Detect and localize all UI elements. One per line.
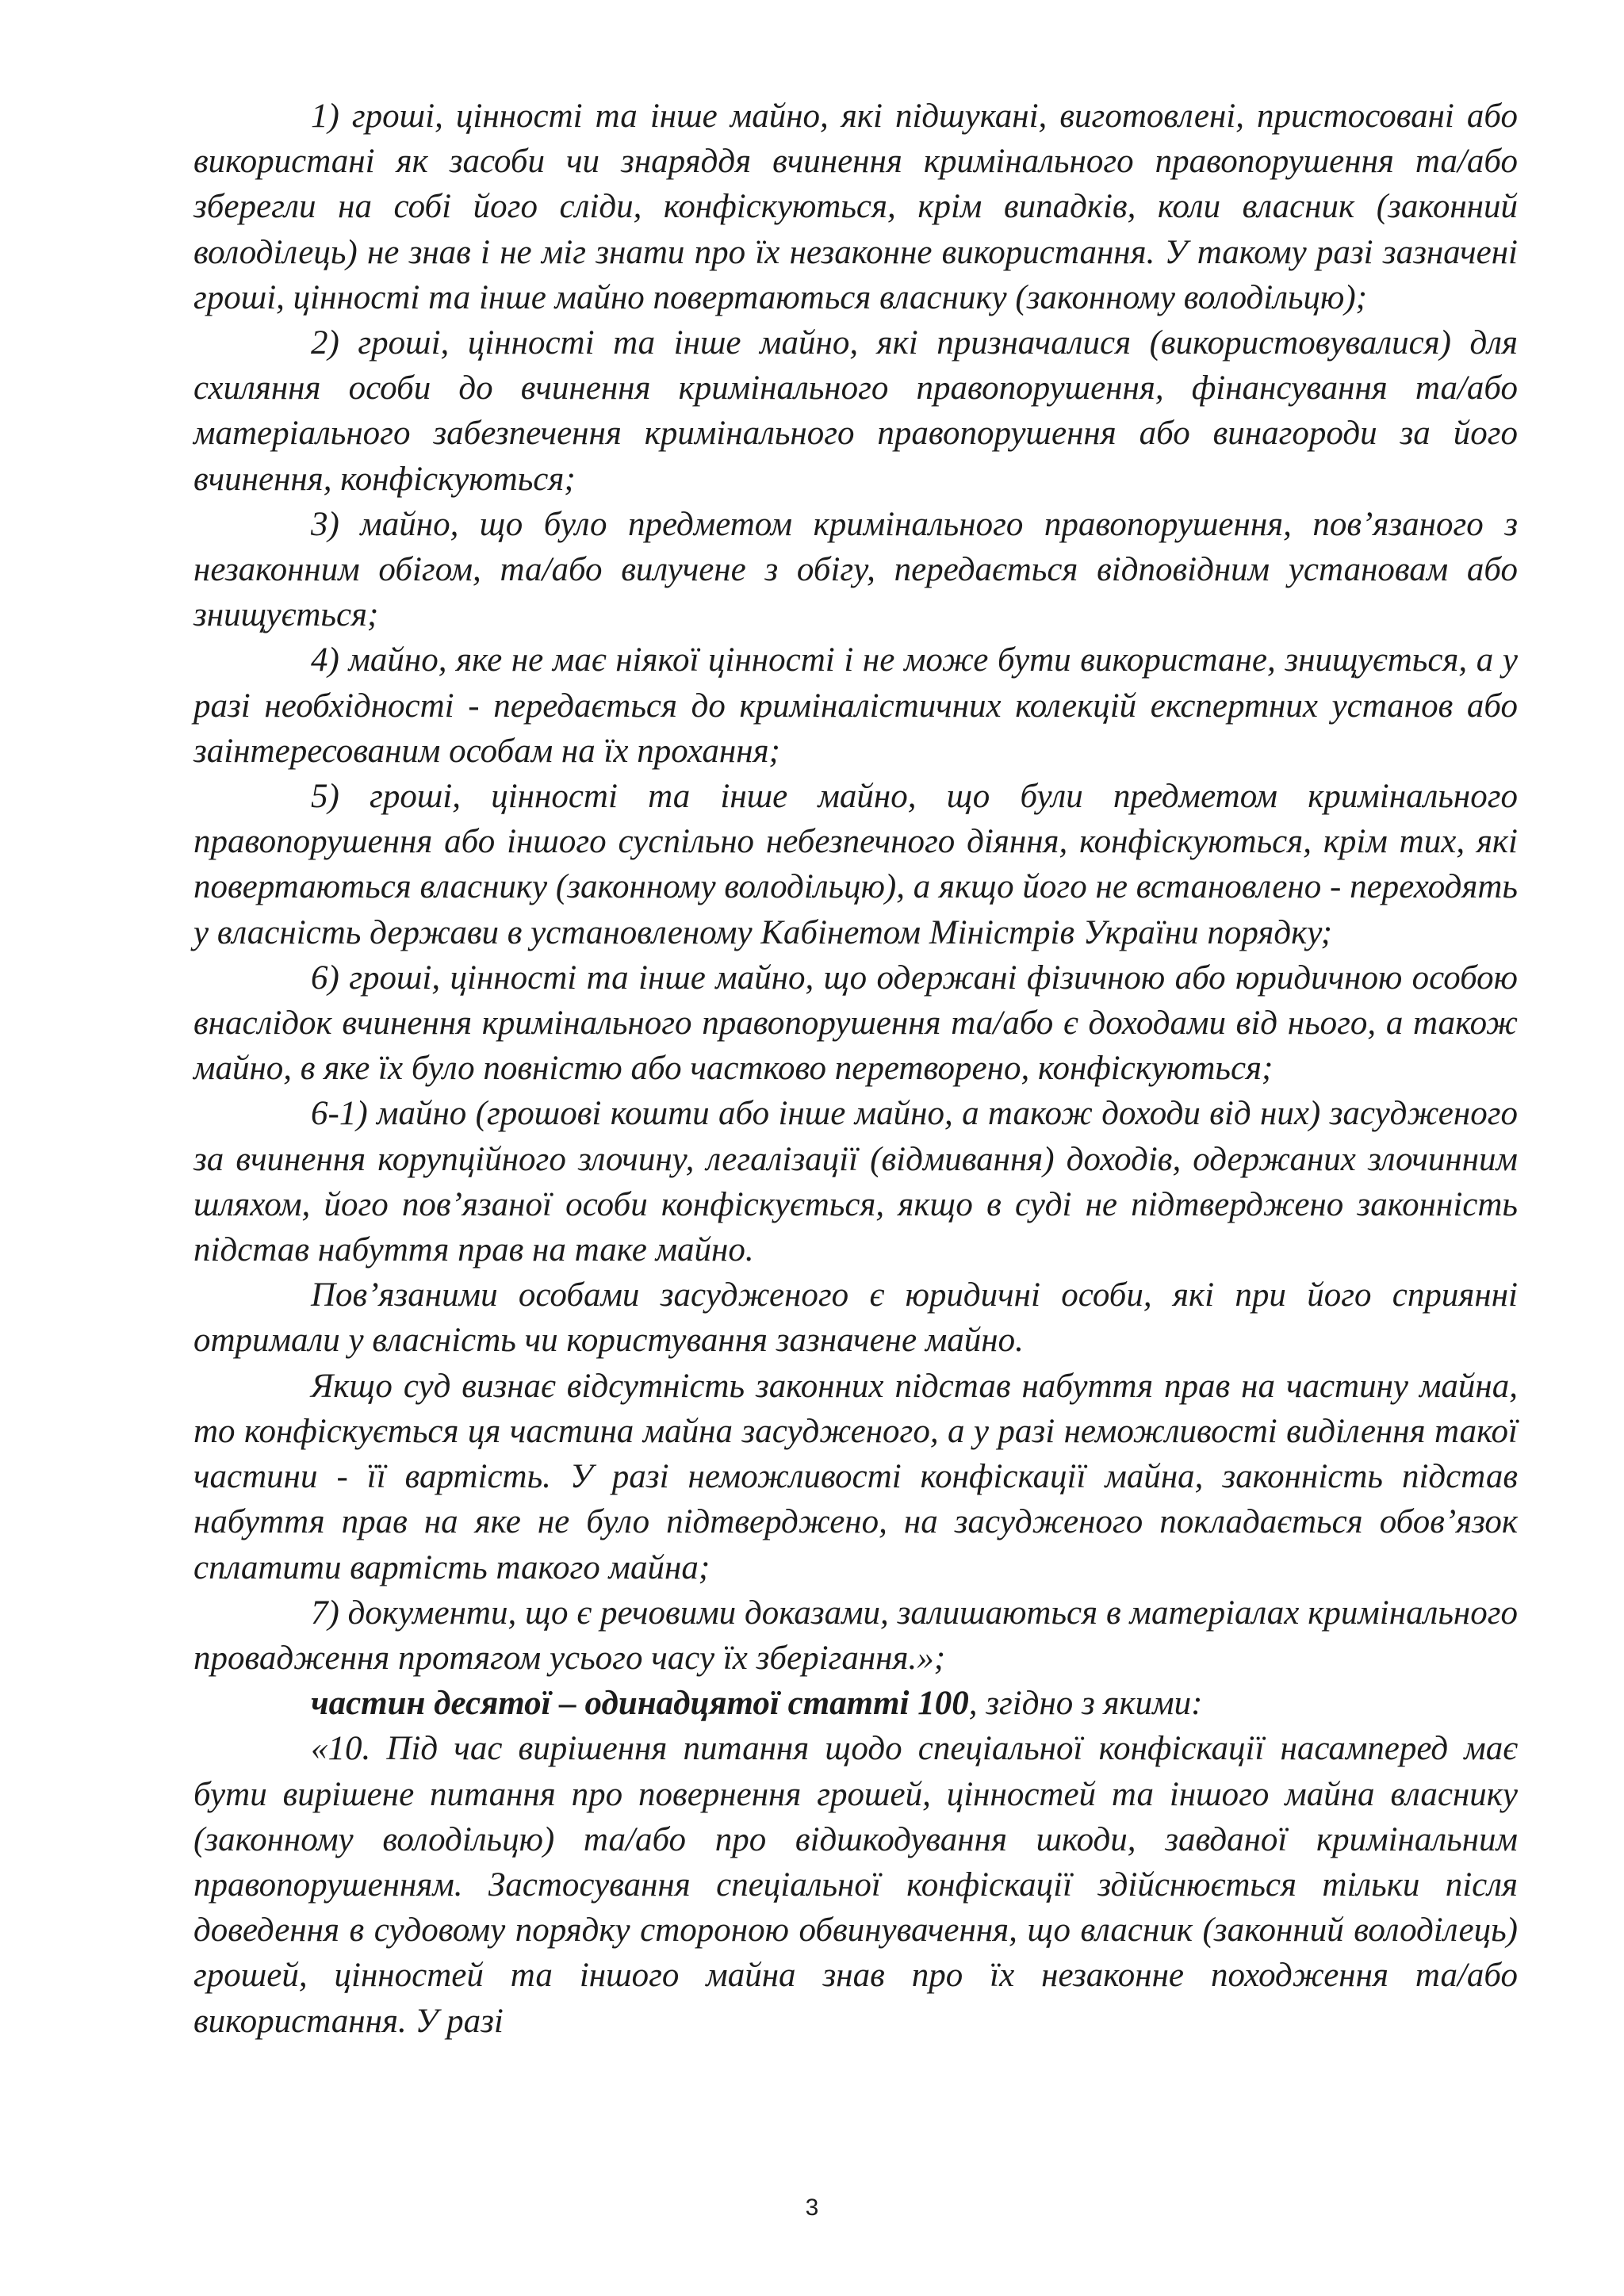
paragraph-item-6: 6) гроші, цінності та інше майно, що одержані фізичною або юридичною особою внаслідок вчинення кримінального правопорушення та/або є доходами від нього, а також майно, в яке їх було повністю або частково перетворено, конфіскуються;: [193, 959, 1518, 1088]
section-heading-bold: частин десятої – одинадцятої статті 100: [311, 1685, 969, 1723]
paragraph-item-1: 1) гроші, цінності та інше майно, які підшукані, виготовлені, пристосовані або використані як засоби чи знаряддя вчинення кримінального правопорушення та/або зберегли на собі його сліди, конфіскуються, крім випадків, коли власник (законний володілець) не знав і не міг знати про їх незаконне використання. У такому разі зазначені гроші, цінності та інше майно повертаються власнику (законному володільцю);: [193, 98, 1518, 316]
paragraph-item-4: 4) майно, яке не має ніякої цінності і не може бути використане, знищується, а у разі необхідності - передається до криміналістичних колекцій експертних установ або заінтересованим особам на їх прохання;: [193, 641, 1518, 770]
paragraph-item-3: 3) майно, що було предметом кримінального правопорушення, пов’язаного з незаконним обігом, та/або вилучене з обігу, передається відповідним установам або знищується;: [193, 505, 1518, 634]
paragraph-item-7: 7) документи, що є речовими доказами, залишаються в матеріалах кримінального провадження протягом усього часу їх зберігання.»;: [193, 1594, 1518, 1677]
paragraph-partial-confiscation: Якщо суд визнає відсутність законних підстав набуття прав на частину майна, то конфіскується ця частина майна засудженого, а у разі неможливості виділення такої частини - її вартість. У разі неможливості конфіскації майна, законність підстав набуття прав на яке не було підтверджено, на засудженого покладається обов’язок сплатити вартість такого майна;: [193, 1367, 1518, 1586]
paragraph-article-100-part-10: «10. Під час вирішення питання щодо спеціальної конфіскації насамперед має бути вирішене питання про повернення грошей, цінностей та іншого майна власнику (законному володільцю) та/або про відшкодування шкоди, завданої кримінальним правопорушенням. Застосування спеціальної конфіскації здійснюється тільки після доведення в судовому порядку стороною обвинувачення, що власник (законний володілець) грошей, цінностей та іншого майна знав про їх незаконне походження та/або використання. У разі: [193, 1730, 1518, 2040]
section-heading: [193, 1681, 1518, 1726]
section-heading-rest: , згідно з якими:: [968, 1685, 1203, 1723]
paragraph-related-persons: Пов’язаними особами засудженого є юридичні особи, які при його сприянні отримали у власність чи користування зазначене майно.: [193, 1276, 1518, 1360]
paragraph-item-6-1: 6-1) майно (грошові кошти або інше майно, а також доходи від них) засудженого за вчинення корупційного злочину, легалізації (відмивання) доходів, одержаних злочинним шляхом, його пов’язаної особи конфіскується, якщо в суді не підтверджено законність підстав набуття прав на таке майно.: [193, 1095, 1518, 1269]
document-body: [193, 94, 1518, 2044]
paragraph-item-5: 5) гроші, цінності та інше майно, що були предметом кримінального правопорушення або іншого суспільно небезпечного діяння, конфіскуються, крім тих, які повертаються власнику (законному володільцю), а якщо його не встановлено - переходять у власність держави в установленому Кабінетом Міністрів України порядку;: [193, 778, 1518, 951]
page-number: 3: [805, 2195, 819, 2221]
paragraph-item-2: 2) гроші, цінності та інше майно, які призначалися (використовувалися) для схиляння особи до вчинення кримінального правопорушення, фінансування та/або матеріального забезпечення кримінального правопорушення або винагороди за його вчинення, конфіскуються;: [193, 324, 1518, 498]
